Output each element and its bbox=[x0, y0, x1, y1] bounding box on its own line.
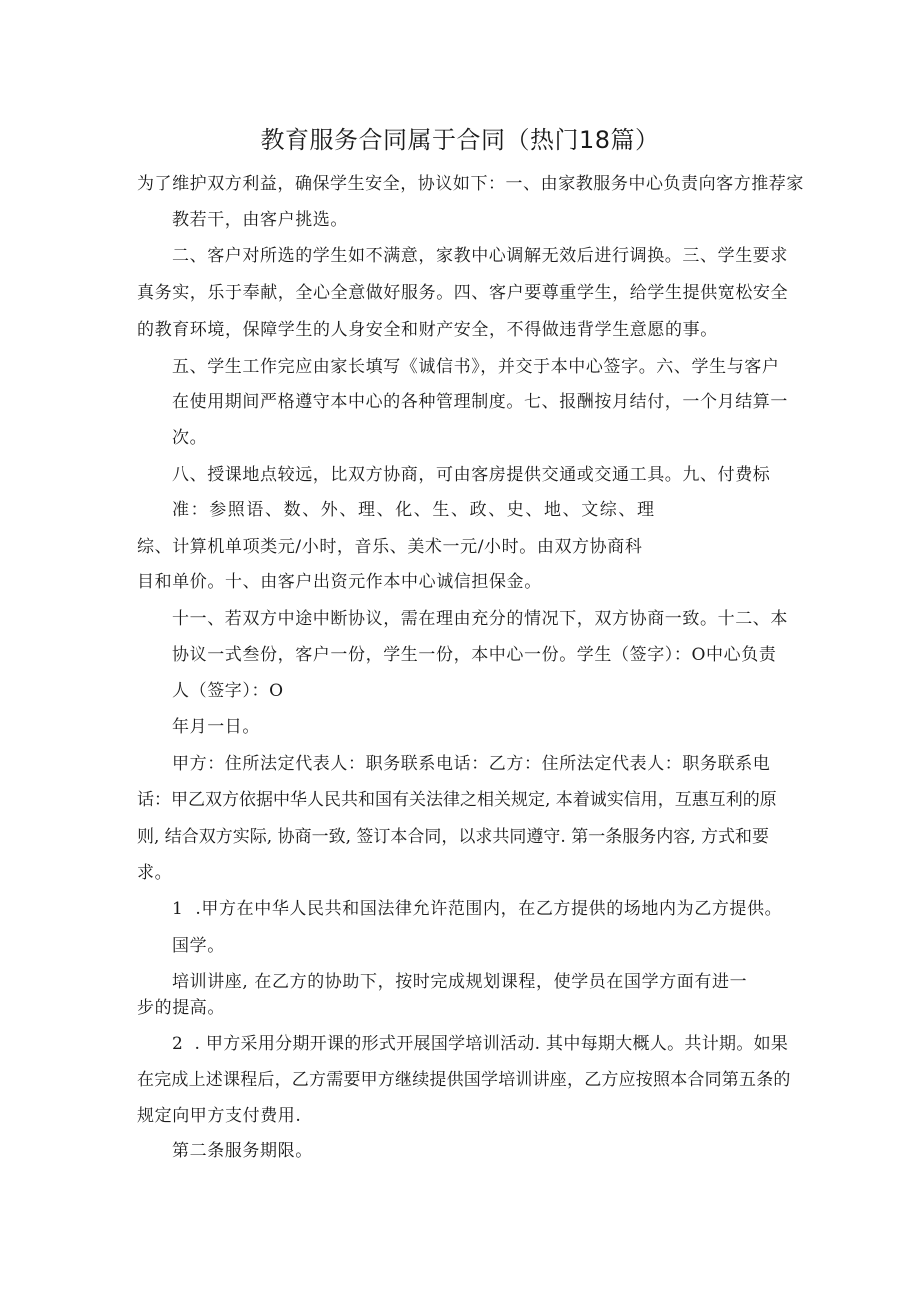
text-line: 培训讲座, 在乙方的协助下，按时完成规划课程，使学员在国学方面有进一 bbox=[172, 972, 748, 992]
text-line: 话：甲乙双方依据中华人民共和国有关法律之相关规定, 本着诚实信用，互惠互利的原 bbox=[137, 790, 777, 810]
text-line: 求。 bbox=[137, 863, 173, 883]
text-line: 1 .甲方在中华人民共和国法律允许范围内，在乙方提供的场地内为乙方提供。 bbox=[172, 899, 783, 919]
text-line: 综、计算机单项类元/小时，音乐、美术一元/小时。由双方协商科 bbox=[137, 537, 643, 557]
text-line: 为了维护双方利益，确保学生安全，协议如下：一、由家教服务中心负责向客方推荐家 bbox=[137, 174, 804, 194]
text-line: 2 . 甲方采用分期开课的形式开展国学培训活动. 其中每期大概人。共计期。如果 bbox=[172, 1034, 789, 1054]
text-line: 在使用期间严格遵守本中心的各种管理制度。七、报酬按月结付，一个月结算一 bbox=[172, 392, 788, 412]
document-title: 教育服务合同属于合同（热门18篇） bbox=[260, 126, 660, 154]
text-line: 次。 bbox=[172, 428, 208, 448]
text-line: 二、客户对所选的学生如不满意，家教中心调解无效后进行调换。三、学生要求 bbox=[172, 246, 788, 266]
text-line: 目和单价。十、由客户出资元作本中心诚信担保金。 bbox=[137, 572, 542, 592]
text-line: 教若干，由客户挑选。 bbox=[172, 210, 348, 230]
text-line: 人（签字）：O bbox=[172, 681, 284, 701]
text-line: 甲方：住所法定代表人：职务联系电话：乙方：住所法定代表人：职务联系电 bbox=[172, 754, 771, 774]
text-line: 八、授课地点较远，比双方协商，可由客房提供交通或交通工具。九、付费标 bbox=[172, 465, 771, 485]
text-line: 第二条服务期限。 bbox=[172, 1141, 313, 1161]
text-line: 规定向甲方支付费用. bbox=[137, 1106, 302, 1126]
text-line: 国学。 bbox=[172, 936, 225, 956]
text-line: 年月一日。 bbox=[172, 717, 260, 737]
text-line: 十一、若双方中途中断协议，需在理由充分的情况下，双方协商一致。十二、本 bbox=[172, 609, 788, 629]
text-line: 的教育环境，保障学生的人身安全和财产安全，不得做违背学生意愿的事。 bbox=[137, 320, 718, 340]
text-line: 真务实，乐于奉献，全心全意做好服务。四、客户要尊重学生，给学生提供宽松安全 bbox=[137, 283, 789, 303]
text-line: 协议一式叁份，客户一份，学生一份，本中心一份。学生（签字）：O中心负责 bbox=[172, 645, 777, 665]
text-line: 在完成上述课程后，乙方需要甲方继续提供国学培训讲座，乙方应按照本合同第五条的 bbox=[137, 1070, 791, 1090]
text-line: 则, 结合双方实际, 协商一致, 签订本合同，以求共同遵守. 第一条服务内容, 方式和要 bbox=[137, 827, 770, 847]
text-line: 准：参照语、数、外、理、化、生、政、史、地、文综、理 bbox=[172, 500, 656, 520]
text-line: 五、学生工作完应由家长填写《诚信书》，并交于本中心签字。六、学生与客户 bbox=[172, 357, 780, 377]
text-line: 步的提高。 bbox=[137, 998, 225, 1018]
